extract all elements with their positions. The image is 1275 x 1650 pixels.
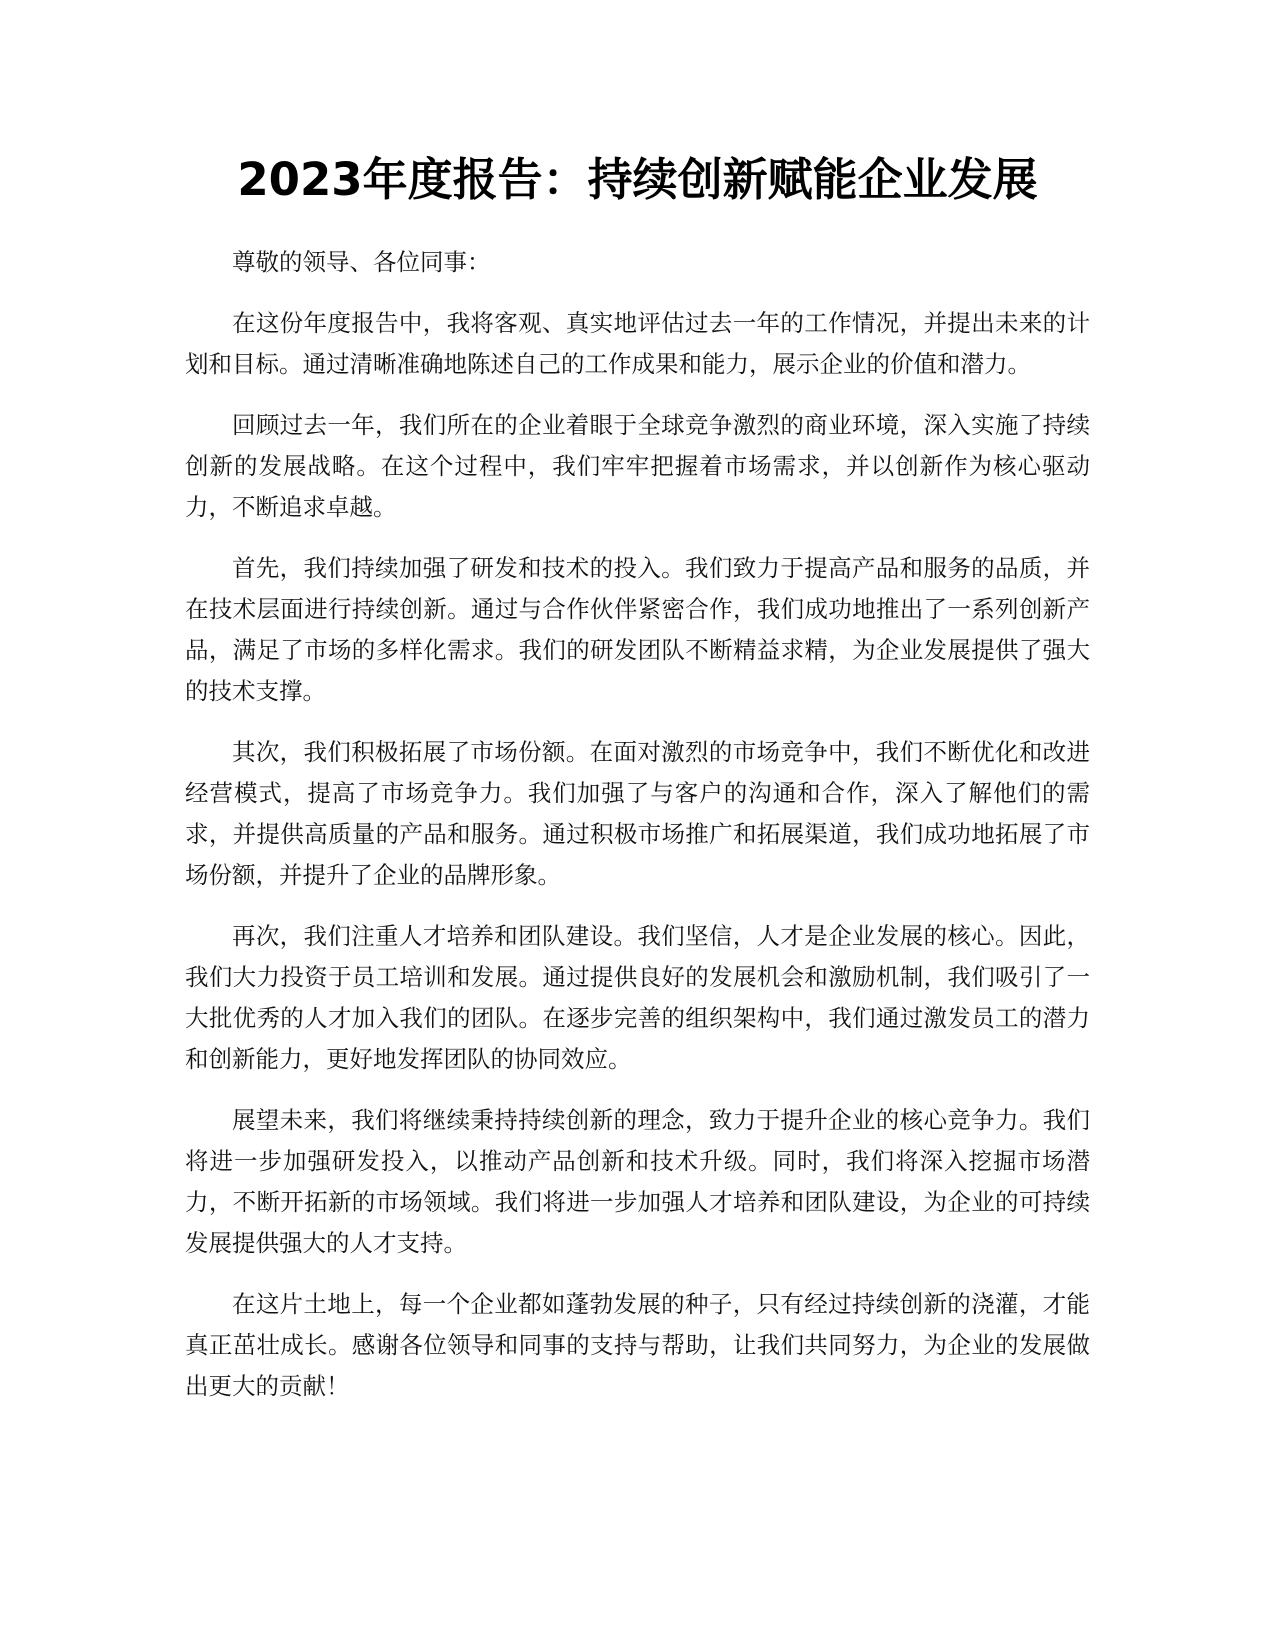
paragraph-rd-investment: 首先，我们持续加强了研发和技术的投入。我们致力于提高产品和服务的品质，并在技术层面进行持续创新。通过与合作伙伴紧密合作，我们成功地推出了一系列创新产品，满足了市场的多样化需求。我们的研发团队不断精益求精，为企业发展提供了强大的技术支撑。: [185, 554, 1090, 705]
paragraph-salutation: 尊敬的领导、各位同事：: [232, 248, 491, 276]
paragraph-outlook: 展望未来，我们将继续秉持持续创新的理念，致力于提升企业的核心竞争力。我们将进一步加强研发投入，以推动产品创新和技术升级。同时，我们将深入挖掘市场潜力，不断开拓新的市场领域。我们将进一步加强人才培养和团队建设，为企业的可持续发展提供强大的人才支持。: [185, 1106, 1090, 1257]
document-title: 2023年度报告：持续创新赋能企业发展: [237, 153, 1038, 206]
paragraph-market-share: 其次，我们积极拓展了市场份额。在面对激烈的市场竞争中，我们不断优化和改进经营模式，提高了市场竞争力。我们加强了与客户的沟通和合作，深入了解他们的需求，并提供高质量的产品和服务。通过积极市场推广和拓展渠道，我们成功地拓展了市场份额，并提升了企业的品牌形象。: [185, 738, 1090, 889]
paragraph-talent: 再次，我们注重人才培养和团队建设。我们坚信，人才是企业发展的核心。因此，我们大力投资于员工培训和发展。通过提供良好的发展机会和激励机制，我们吸引了一大批优秀的人才加入我们的团队。在逐步完善的组织架构中，我们通过激发员工的潜力和创新能力，更好地发挥团队的协同效应。: [185, 922, 1090, 1073]
document-body: [185, 242, 1090, 1427]
paragraph-review: 回顾过去一年，我们所在的企业着眼于全球竞争激烈的商业环境，深入实施了持续创新的发展战略。在这个过程中，我们牢牢把握着市场需求，并以创新作为核心驱动力，不断追求卓越。: [185, 411, 1090, 521]
paragraph-intro: 在这份年度报告中，我将客观、真实地评估过去一年的工作情况，并提出未来的计划和目标。通过清晰准确地陈述自己的工作成果和能力，展示企业的价值和潜力。: [185, 309, 1090, 378]
paragraph-closing: 在这片土地上，每一个企业都如蓬勃发展的种子，只有经过持续创新的浇灌，才能真正茁壮成长。感谢各位领导和同事的支持与帮助，让我们共同努力，为企业的发展做出更大的贡献！: [185, 1290, 1090, 1400]
